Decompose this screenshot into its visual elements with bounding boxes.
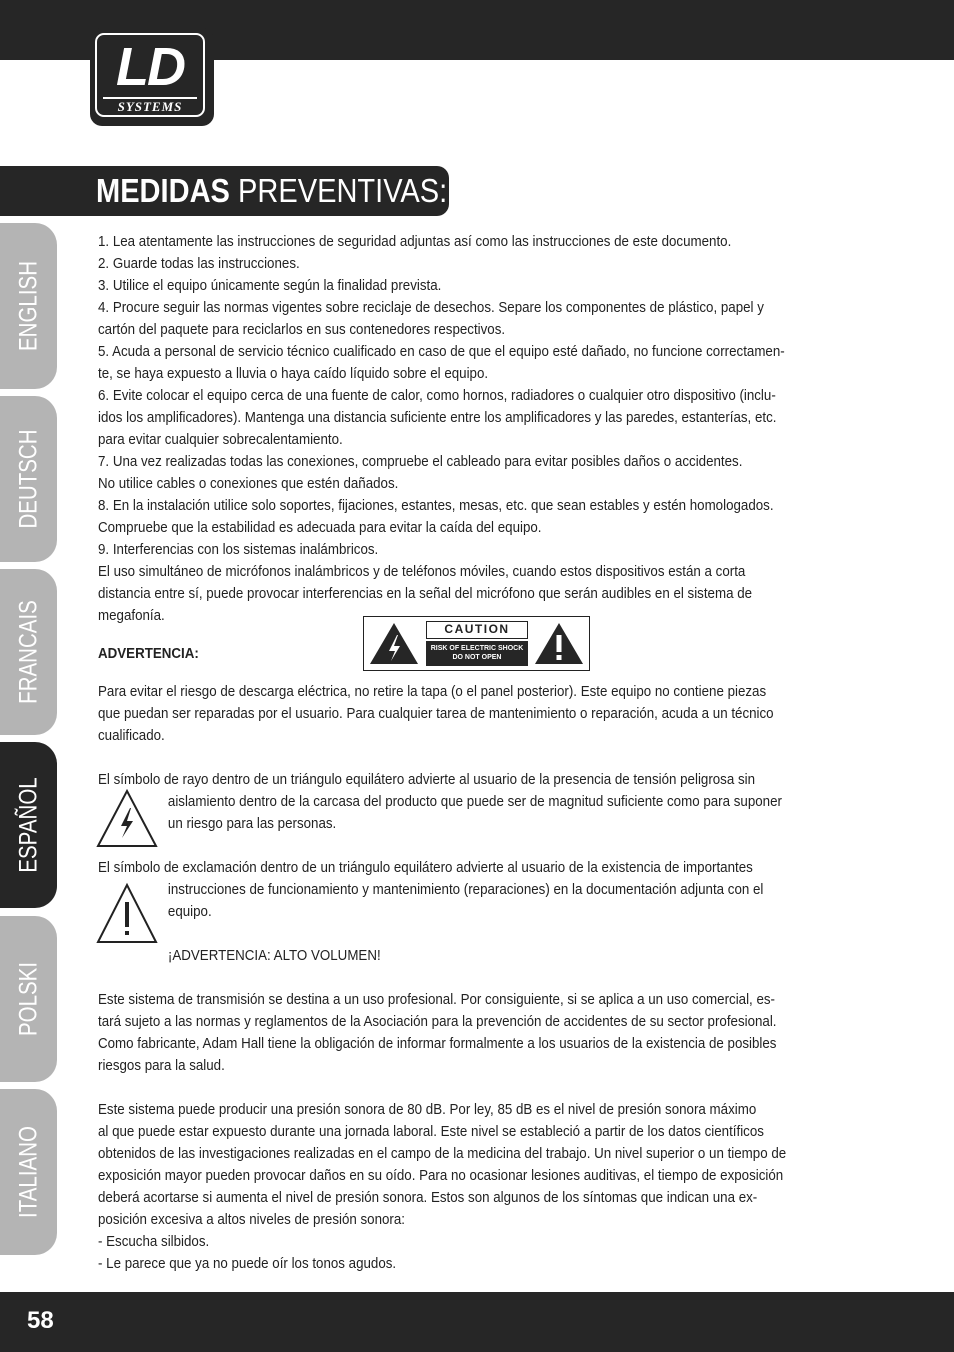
caution-title: CAUTION <box>426 621 528 639</box>
tab-english[interactable] <box>0 223 57 389</box>
page-number: 58 <box>27 1307 54 1334</box>
body-line: 2. Guarde todas las instrucciones. <box>98 256 300 272</box>
body-line: te, se haya expuesto a lluvia o haya caído líquido sobre el equipo. <box>98 366 489 382</box>
caution-subtitle-line: DO NOT OPEN <box>452 654 502 661</box>
symptom-item: - Le parece que ya no puede oír los tonos agudos. <box>98 1256 397 1272</box>
tab-label: ITALIANO <box>14 1126 42 1218</box>
presion-line: exposición mayor pueden provocar daños en su oído. Para no ocasionar lesiones auditivas, el tiempo de exposición <box>98 1168 784 1184</box>
tab-label: FRANCAIS <box>14 600 42 704</box>
tab-polski[interactable] <box>0 916 57 1082</box>
caution-subtitle-line: RISK OF ELECTRIC SHOCK <box>430 645 524 652</box>
body-line: idos los amplificadores). Mantenga una distancia suficiente entre los amplificadores y las paredes, estanterías, etc. <box>98 410 777 426</box>
profesional-line: Como fabricante, Adam Hall tiene la obligación de informar formalmente a los usuarios de la existencia de posibles <box>98 1036 777 1052</box>
rayo-paragraph-line: aislamiento dentro de la carcasa del producto que puede ser de magnitud suficiente como para suponer <box>167 794 782 810</box>
body-line: 3. Utilice el equipo únicamente según la finalidad prevista. <box>98 278 442 294</box>
tab-label: ENGLISH <box>14 260 42 352</box>
profesional-line: tará sujeto a las normas y reglamentos de la Asociación para la prevención de accidentes de su sector profesional. <box>98 1014 777 1030</box>
lightning-symbol-icon <box>95 788 159 850</box>
tab-espanol[interactable] <box>0 742 57 908</box>
advertencia-line: Para evitar el riesgo de descarga eléctrica, no retire la tapa (o el panel posterior). Este equipo no contiene piezas <box>98 684 767 700</box>
tab-label: DEUTSCH <box>14 429 42 529</box>
body-line: El uso simultáneo de micrófonos inalámbricos y de teléfonos móviles, cuando estos dispositivos están a corta <box>98 564 746 580</box>
logo-subtitle: SYSTEMS <box>103 97 197 115</box>
presion-line: obtenidos de las investigaciones realizadas en el campo de la medicina del trabajo. Un nivel superior o un tiempo de <box>98 1146 787 1162</box>
advertencia-line: que puedan ser reparadas por el usuario. Para cualquier tarea de mantenimiento o reparación, acuda a un técnico <box>98 706 774 722</box>
body-line: 8. En la instalación utilice solo soportes, fijaciones, estantes, mesas, etc. que sean estables y estén homologados. <box>98 498 774 514</box>
profesional-line: riesgos para la salud. <box>98 1058 225 1074</box>
page-title-rest: PREVENTIVAS: <box>229 172 448 209</box>
tab-italiano[interactable] <box>0 1089 57 1255</box>
tab-label: ESPAÑOL <box>14 777 42 873</box>
body-line: 9. Interferencias con los sistemas inalámbricos. <box>98 542 379 558</box>
body-line: Compruebe que la estabilidad es adecuada para evitar la caída del equipo. <box>98 520 542 536</box>
exclamation-warning-icon <box>533 621 585 666</box>
presion-line: posición excesiva a altos niveles de presión sonora: <box>98 1212 406 1228</box>
body-line: 7. Una vez realizadas todas las conexiones, compruebe el cableado para evitar posibles daños o accidentes. <box>98 454 743 470</box>
caution-label <box>363 616 590 671</box>
body-line: cartón del paquete para reciclarlos en sus contenedores respectivos. <box>98 322 506 338</box>
page-title <box>96 168 447 214</box>
tab-deutsch[interactable] <box>0 396 57 562</box>
rayo-paragraph: El símbolo de rayo dentro de un triángulo equilátero advierte al usuario de la presencia de tensión peligrosa sin <box>98 772 756 788</box>
body-line: 4. Procure seguir las normas vigentes sobre reciclaje de desechos. Separe los componentes de plástico, papel y <box>98 300 764 316</box>
high-volume-warning: ¡ADVERTENCIA: ALTO VOLUMEN! <box>167 948 381 964</box>
exclamation-symbol-icon <box>95 882 159 946</box>
rayo-paragraph-line: un riesgo para las personas. <box>167 816 337 832</box>
ld-systems-logo <box>90 28 214 126</box>
page-title-bold: MEDIDAS <box>96 172 230 209</box>
body-line: megafonía. <box>98 608 165 624</box>
body-line: para evitar cualquier sobrecalentamiento. <box>98 432 343 448</box>
tab-label: POLSKI <box>14 961 42 1037</box>
footer-bar <box>0 1292 954 1352</box>
tab-francais[interactable] <box>0 569 57 735</box>
body-line: 6. Evite colocar el equipo cerca de una fuente de calor, como hornos, radiadores o cualquier otro dispositivo (inclu- <box>98 388 776 404</box>
presion-line: deberá acortarse si aumenta el nivel de presión sonora. Estos son algunos de los síntomas que indican una ex- <box>98 1190 758 1206</box>
advertencia-line: cualificado. <box>98 728 165 744</box>
main-content <box>98 231 858 1275</box>
exclamation-paragraph: El símbolo de exclamación dentro de un triángulo equilátero advierte al usuario de la existencia de importantes <box>98 860 753 876</box>
exclamation-paragraph-line: instrucciones de funcionamiento y mantenimiento (reparaciones) en la documentación adjunta con el <box>167 882 764 898</box>
advertencia-heading: ADVERTENCIA: <box>98 646 199 662</box>
profesional-line: Este sistema de transmisión se destina a un uso profesional. Por consiguiente, si se aplica a un uso comercial, es- <box>98 992 775 1008</box>
lightning-warning-icon <box>368 621 420 666</box>
body-line: 5. Acuda a personal de servicio técnico cualificado en caso de que el equipo esté dañado, no funcione correctamen- <box>98 344 785 360</box>
symptom-item: - Escucha silbidos. <box>98 1234 210 1250</box>
body-line: distancia entre sí, puede provocar interferencias en la señal del micrófono que serán audibles en el sistema de <box>98 586 753 602</box>
exclamation-paragraph-line: equipo. <box>167 904 212 920</box>
body-line: 1. Lea atentamente las instrucciones de seguridad adjuntas así como las instrucciones de este documento. <box>98 234 732 250</box>
logo-brand: LD <box>116 37 184 97</box>
body-line: No utilice cables o conexiones que estén dañados. <box>98 476 399 492</box>
presion-line: al que puede estar expuesto durante una jornada laboral. Este nivel se estableció a partir de los datos científicos <box>98 1124 764 1140</box>
caution-subtitle <box>426 641 528 666</box>
presion-line: Este sistema puede producir una presión sonora de 80 dB. Por ley, 85 dB es el nivel de presión sonora máximo <box>98 1102 757 1118</box>
